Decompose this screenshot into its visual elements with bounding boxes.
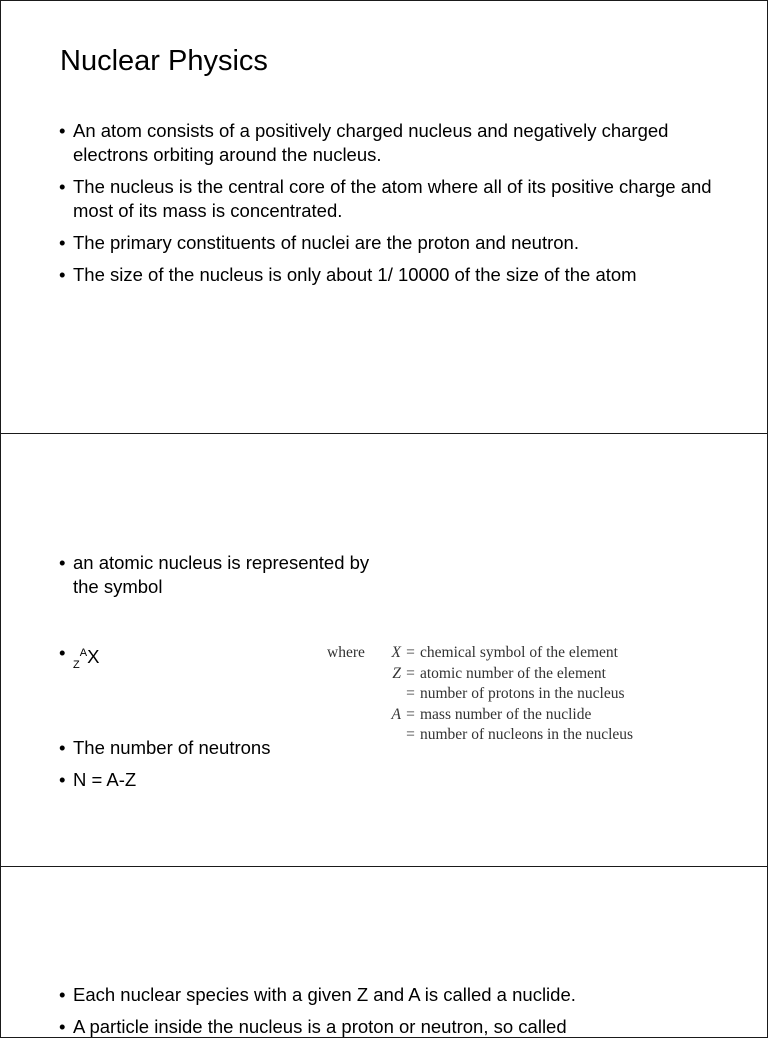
definition-text: number of protons in the nucleus: [420, 685, 625, 702]
bullet-list: [59, 551, 389, 599]
notation-symbol: X: [87, 646, 100, 668]
bullet-item: • Each nuclear species with a given Z and A is called a nuclide.: [59, 983, 749, 1007]
definition-text: mass number of the nuclide: [420, 705, 592, 723]
bullet-list: [59, 119, 739, 295]
definition-symbol: [385, 684, 401, 705]
bullet-item: • The number of neutrons: [59, 736, 270, 760]
equals-sign: =: [406, 664, 415, 682]
bullet-item: • an atomic nucleus is represented by the symbol: [59, 551, 389, 599]
slide-2: [0, 433, 768, 867]
definition-symbol: A: [391, 705, 401, 723]
bullet-item: • The primary constituents of nuclei are the proton and neutron.: [59, 231, 739, 255]
definition-text: number of nucleons in the nucleus: [420, 726, 634, 743]
bullet-item: • The size of the nucleus is only about 1/ 10000 of the size of the atom: [59, 263, 739, 287]
equals-sign: =: [406, 685, 415, 702]
definition-symbol: [385, 725, 401, 746]
bullet-item: • An atom consists of a positively charged nucleus and negatively charged electrons orbiting around the nucleus.: [59, 119, 739, 167]
where-label: where: [327, 644, 365, 661]
definition-row: [327, 725, 633, 746]
notation-list: [59, 641, 99, 677]
definition-text: atomic number of the element: [420, 664, 606, 682]
notation-atomic-number: Z: [73, 658, 80, 671]
equals-sign: =: [406, 705, 415, 723]
slide-3: [0, 866, 768, 1038]
definition-symbol: X: [391, 644, 401, 661]
definition-row: [327, 705, 633, 726]
bullet-list: [59, 736, 270, 800]
definition-row: [327, 643, 633, 664]
slide-1: [0, 0, 768, 434]
notation-mass-number: A: [79, 647, 88, 659]
equals-sign: =: [406, 644, 415, 661]
symbol-definitions: [327, 643, 633, 746]
definition-row: [327, 684, 633, 705]
definition-text: chemical symbol of the element: [420, 644, 618, 661]
slide-title: Nuclear Physics: [60, 45, 268, 77]
bullet-item: • The nucleus is the central core of the atom where all of its positive charge and most of its mass is concentrated.: [59, 175, 739, 223]
bullet-item: • N = A-Z: [59, 768, 270, 792]
nuclide-notation: [59, 641, 99, 677]
bullet-item: • A particle inside the nucleus is a proton or neutron, so called: [59, 1015, 749, 1038]
equals-sign: =: [406, 726, 415, 743]
definition-symbol: Z: [392, 664, 401, 682]
bullet-list: [59, 983, 749, 1038]
definition-row: [327, 664, 633, 685]
